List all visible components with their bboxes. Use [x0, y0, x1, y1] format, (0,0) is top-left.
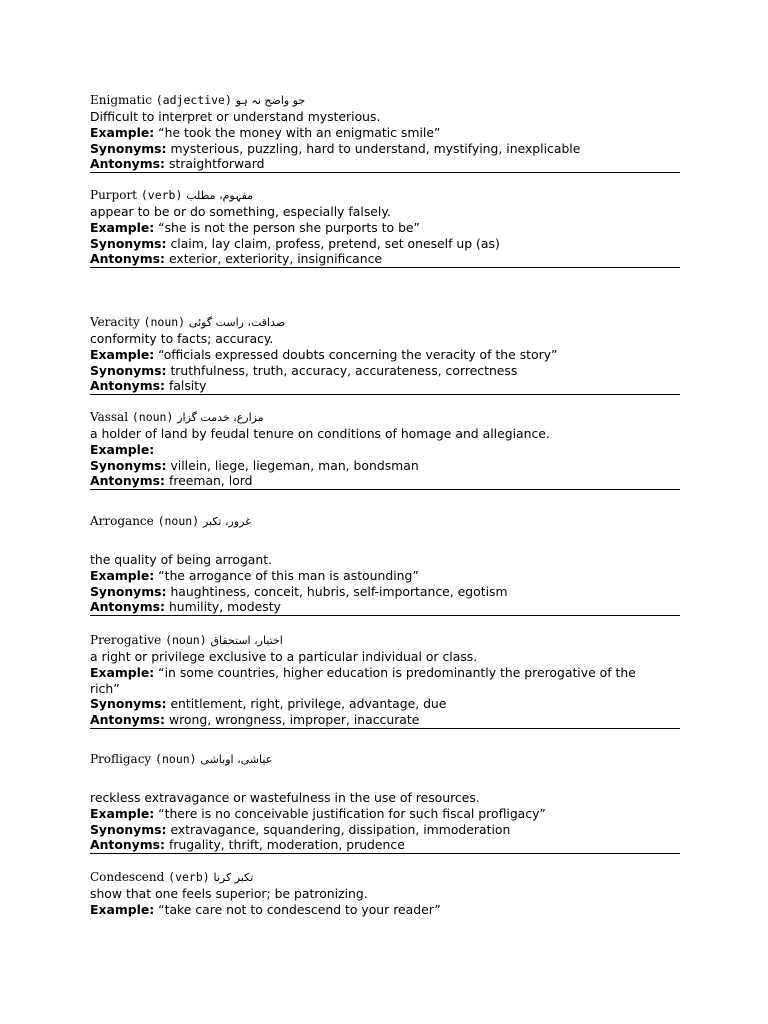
- synonyms-line: [90, 236, 680, 252]
- synonyms-text: entitlement, right, privilege, advantage, due: [170, 696, 447, 712]
- synonyms-label: Synonyms:: [90, 362, 167, 378]
- vocab-entry-purport: [90, 186, 680, 268]
- antonyms-label: Antonyms:: [90, 712, 165, 728]
- headword: Veracity: [90, 315, 140, 329]
- synonyms-text: extravagance, squandering, dissipation, immoderation: [170, 821, 511, 837]
- entry-heading: [90, 868, 680, 886]
- entry-heading: [90, 91, 680, 109]
- part-of-speech: (noun): [157, 514, 200, 528]
- antonyms-line: [90, 251, 680, 267]
- antonyms-line: [90, 712, 680, 728]
- antonyms-text: exterior, exteriority, insignificance: [168, 251, 383, 267]
- antonyms-text: falsity: [168, 378, 207, 394]
- example-continuation: rich”: [90, 680, 120, 696]
- antonyms-line: [90, 837, 680, 853]
- urdu-meaning: مزارع، خدمت گزار: [177, 411, 264, 424]
- vocab-entry-veracity: [90, 313, 680, 395]
- definition: a holder of land by feudal tenure on conditions of homage and allegiance.: [90, 426, 550, 441]
- part-of-speech: (noun): [131, 410, 174, 424]
- antonyms-label: Antonyms:: [90, 837, 165, 853]
- antonyms-line: [90, 156, 680, 172]
- example-label: Example:: [90, 805, 155, 821]
- part-of-speech: (adjective): [155, 93, 232, 107]
- antonyms-label: Antonyms:: [90, 378, 165, 394]
- antonyms-text: frugality, thrift, moderation, prudence: [168, 837, 405, 853]
- definition: conformity to facts; accuracy.: [90, 331, 274, 346]
- example-label: Example:: [90, 346, 155, 362]
- entry-heading: [90, 186, 680, 204]
- synonyms-label: Synonyms:: [90, 235, 167, 251]
- synonyms-text: haughtiness, conceit, hubris, self-importance, egotism: [170, 583, 508, 599]
- example-line: [90, 568, 680, 584]
- vocab-entry-vassal: [90, 408, 680, 490]
- antonyms-line: [90, 473, 680, 489]
- vocab-entry-enigmatic: [90, 91, 680, 173]
- example-text: “the arrogance of this man is astounding”: [158, 567, 419, 583]
- urdu-meaning: اختیار، استحقاق: [210, 634, 283, 647]
- example-text: “there is no conceivable justification for such fiscal profligacy”: [158, 805, 546, 821]
- synonyms-text: truthfulness, truth, accuracy, accurateness, correctness: [170, 362, 518, 378]
- synonyms-text: mysterious, puzzling, hard to understand, mystifying, inexplicable: [170, 140, 581, 156]
- entry-heading: [90, 631, 680, 649]
- example-line: [90, 125, 680, 141]
- definition: a right or privilege exclusive to a particular individual or class.: [90, 649, 478, 664]
- example-line: [90, 902, 680, 918]
- example-line: [90, 220, 680, 236]
- part-of-speech: (noun): [165, 633, 207, 647]
- antonyms-text: humility, modesty: [168, 599, 281, 615]
- urdu-meaning: عیاشی، اوباشی: [200, 753, 273, 766]
- antonyms-line: [90, 599, 680, 615]
- entry-heading: [90, 750, 680, 768]
- part-of-speech: (verb): [140, 188, 183, 202]
- synonyms-label: Synonyms:: [90, 140, 167, 156]
- example-label: Example:: [90, 124, 155, 140]
- antonyms-label: Antonyms:: [90, 156, 165, 172]
- headword: Vassal: [90, 410, 129, 424]
- headword: Arrogance: [90, 514, 154, 528]
- example-label: Example:: [90, 567, 155, 583]
- antonyms-line: [90, 378, 680, 394]
- definition: appear to be or do something, especially falsely.: [90, 204, 391, 219]
- part-of-speech: (verb): [168, 870, 210, 884]
- example-text: “she is not the person she purports to be”: [158, 219, 420, 235]
- antonyms-text: straightforward: [168, 156, 265, 172]
- example-line: [90, 442, 680, 458]
- antonyms-label: Antonyms:: [90, 251, 165, 267]
- vocab-entry-prerogative: [90, 631, 680, 729]
- antonyms-text: wrong, wrongness, improper, inaccurate: [168, 712, 420, 728]
- urdu-meaning: جو واضح نہ ہو: [235, 94, 306, 107]
- definition: reckless extravagance or wastefulness in the use of resources.: [90, 790, 480, 805]
- synonyms-line: [90, 696, 680, 712]
- example-line: [90, 806, 680, 822]
- synonyms-line: [90, 822, 680, 838]
- entry-heading: [90, 313, 680, 331]
- part-of-speech: (noun): [143, 315, 186, 329]
- definition: Difficult to interpret or understand mysterious.: [90, 109, 381, 124]
- synonyms-label: Synonyms:: [90, 583, 167, 599]
- part-of-speech: (noun): [155, 752, 197, 766]
- urdu-meaning: مفہوم، مطلب: [186, 189, 254, 202]
- example-label: Example:: [90, 901, 155, 917]
- synonyms-text: claim, lay claim, profess, pretend, set oneself up (as): [170, 235, 500, 251]
- synonyms-text: villein, liege, liegeman, man, bondsman: [170, 457, 419, 473]
- example-text: “officials expressed doubts concerning the veracity of the story”: [158, 346, 558, 362]
- entry-heading: [90, 408, 680, 426]
- urdu-meaning: غرور، تکبر: [202, 515, 251, 528]
- urdu-meaning: صداقت، راست گوئی: [188, 316, 286, 329]
- headword: Prerogative: [90, 633, 162, 647]
- example-label: Example:: [90, 219, 155, 235]
- example-label: Example:: [90, 664, 155, 680]
- example-text: “he took the money with an enigmatic smile”: [158, 124, 441, 140]
- vocab-entry-profligacy: [90, 750, 680, 854]
- vocab-entry-arrogance: [90, 512, 680, 616]
- synonyms-line: [90, 141, 680, 157]
- antonyms-label: Antonyms:: [90, 599, 165, 615]
- vocab-entry-condescend: [90, 868, 680, 918]
- synonyms-line: [90, 584, 680, 600]
- synonyms-line: [90, 458, 680, 474]
- synonyms-label: Synonyms:: [90, 821, 167, 837]
- antonyms-label: Antonyms:: [90, 473, 165, 489]
- example-label: Example:: [90, 441, 155, 457]
- antonyms-text: freeman, lord: [168, 473, 253, 489]
- headword: Purport: [90, 188, 138, 202]
- headword: Condescend: [90, 870, 165, 884]
- headword: Enigmatic: [90, 93, 152, 107]
- definition: the quality of being arrogant.: [90, 552, 273, 567]
- example-text: “in some countries, higher education is predominantly the prerogative of the: [158, 664, 636, 680]
- entry-heading: [90, 512, 680, 530]
- synonyms-label: Synonyms:: [90, 457, 167, 473]
- headword: Profligacy: [90, 752, 152, 766]
- example-line: [90, 347, 680, 363]
- urdu-meaning: تکبر کرنا: [213, 871, 254, 884]
- synonyms-line: [90, 363, 680, 379]
- synonyms-label: Synonyms:: [90, 696, 167, 712]
- definition: show that one feels superior; be patronizing.: [90, 886, 368, 901]
- example-line: [90, 665, 680, 681]
- example-text: “take care not to condescend to your reader”: [158, 901, 441, 917]
